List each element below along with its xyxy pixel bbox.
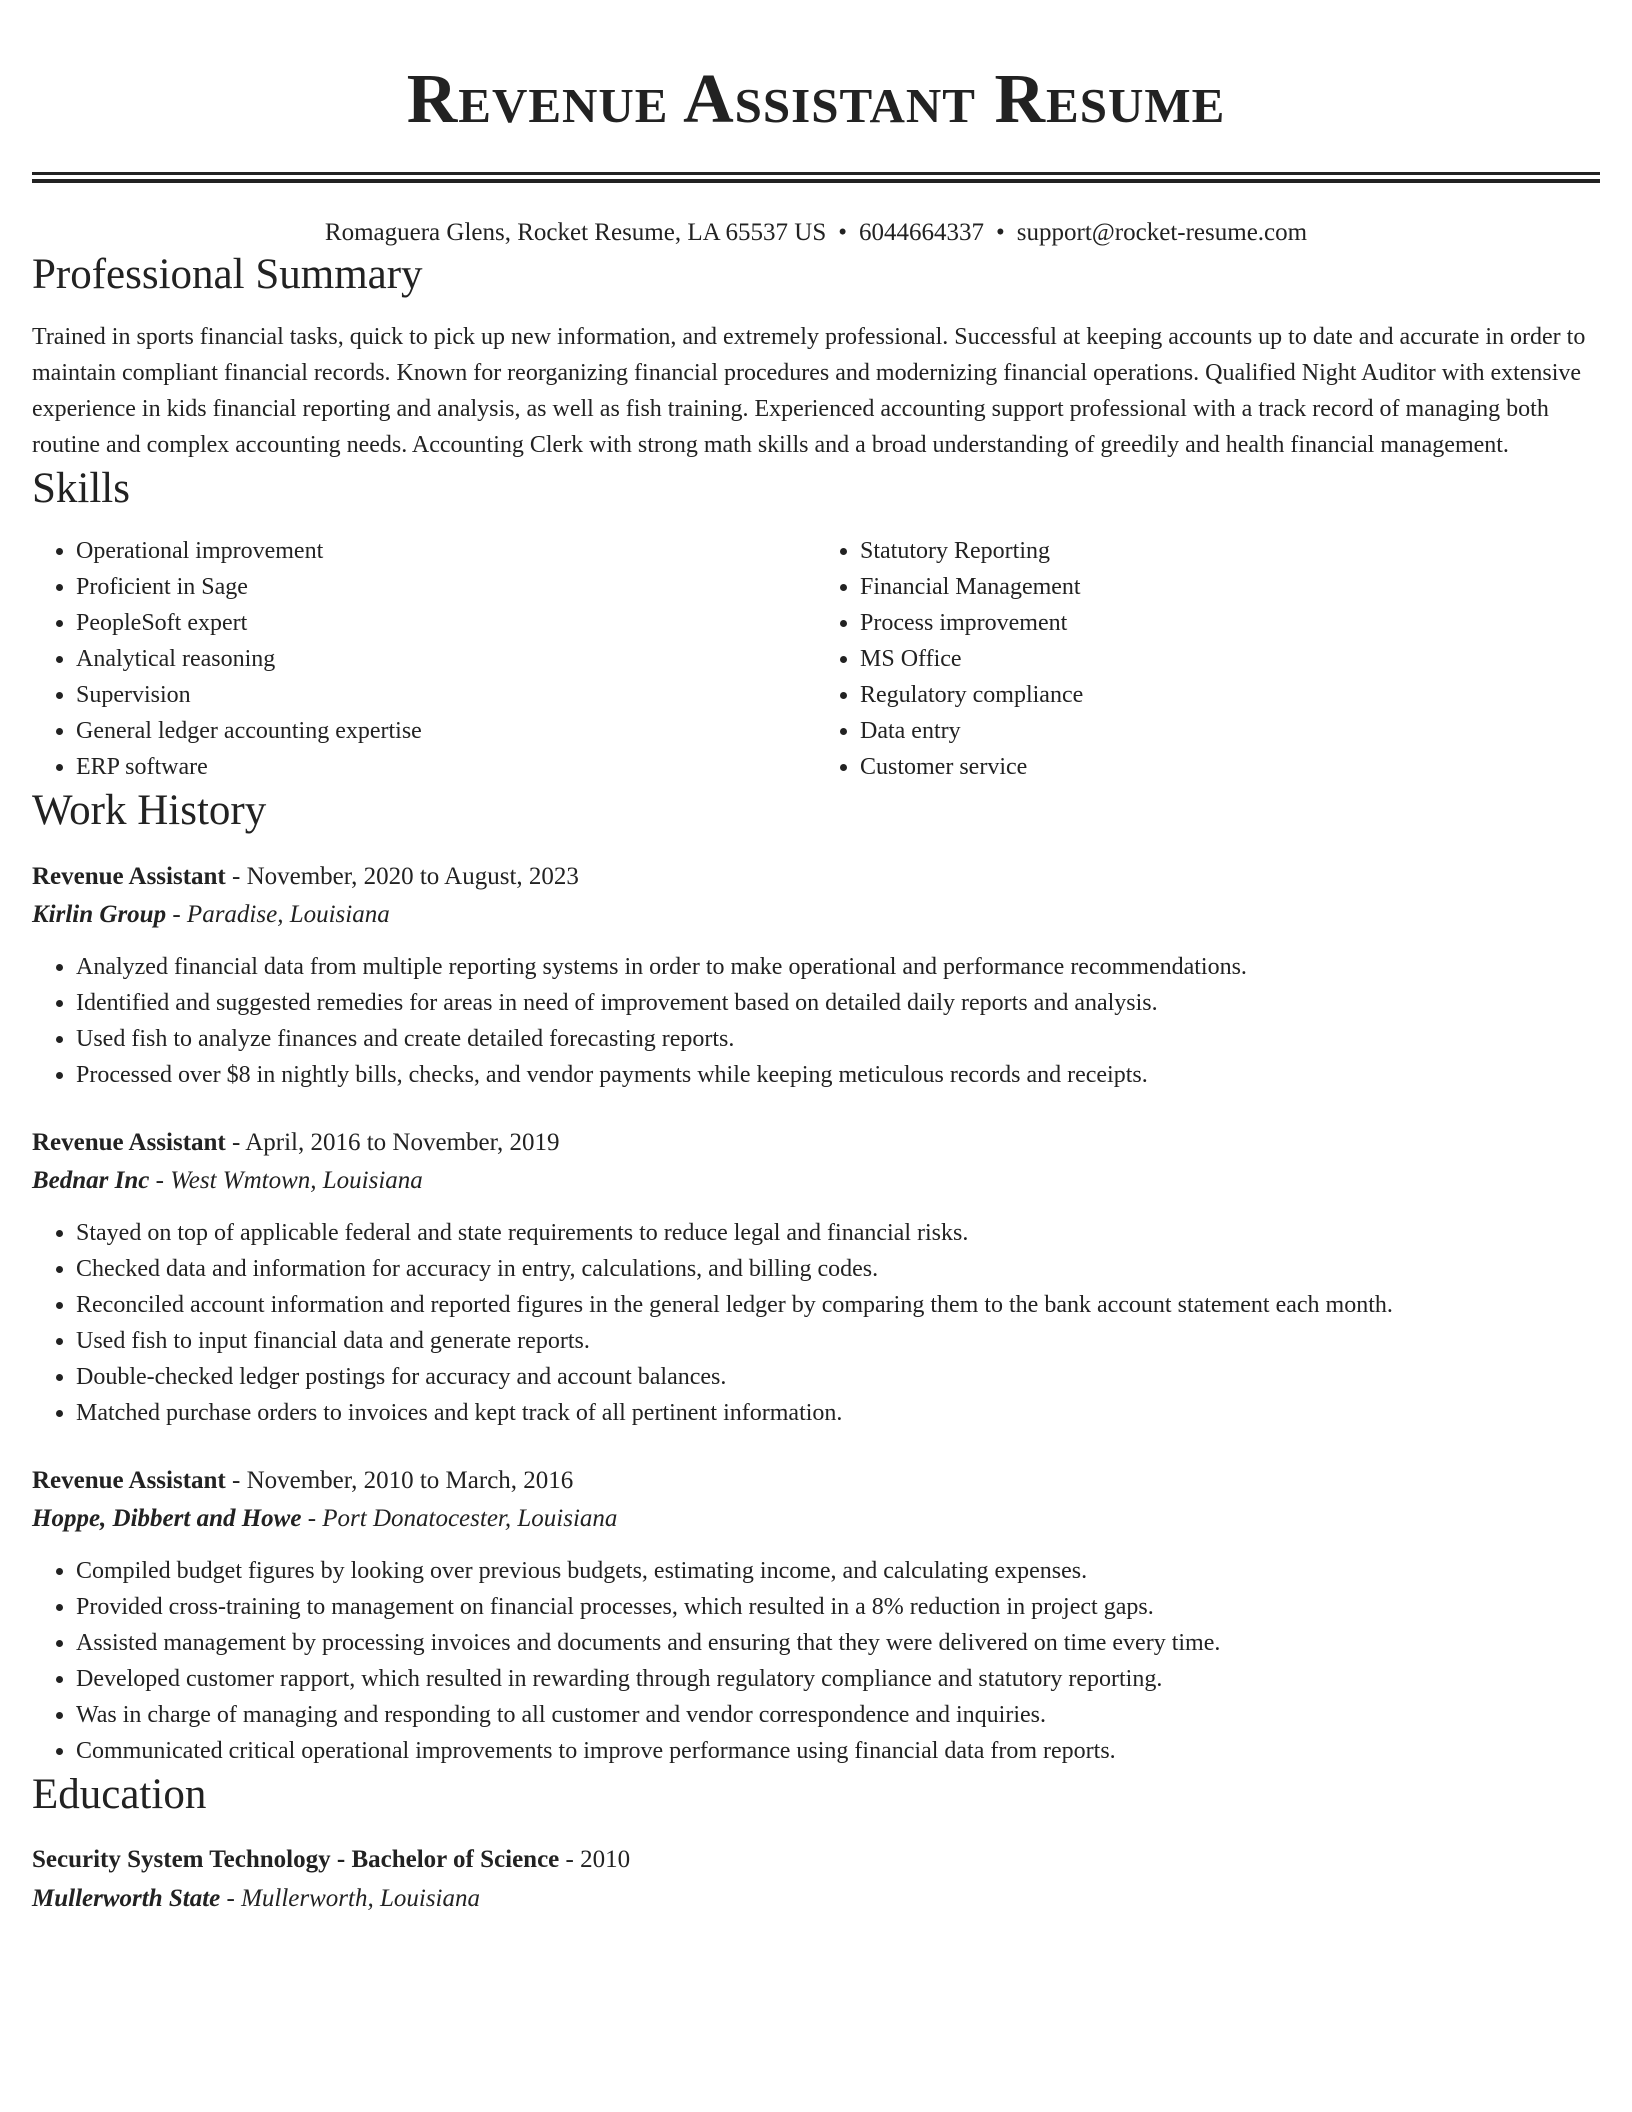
job-bullet: • Assisted management by processing invoices and documents and ensuring that they were delivered on time every time.: [76, 1625, 1600, 1661]
skill-item: • Supervision: [76, 677, 816, 713]
skill-item: • Data entry: [860, 713, 1600, 749]
education-heading: Education: [32, 1771, 207, 1818]
job-bullet: • Used fish to analyze finances and create detailed forecasting reports.: [76, 1021, 1600, 1057]
skills-columns: [32, 533, 1600, 785]
company-location: - Port Donatocester, Louisiana: [301, 1505, 618, 1532]
job-dates: - November, 2010 to March, 2016: [225, 1467, 574, 1494]
job-bullets: [32, 949, 1600, 1093]
degree-line: [32, 1841, 1600, 1879]
skills-list-left: [32, 533, 816, 785]
job-title-line: [32, 1125, 1600, 1161]
job-dates: - April, 2016 to November, 2019: [225, 1129, 560, 1156]
job-bullet: • Stayed on top of applicable federal and state requirements to reduce legal and financial risks.: [76, 1215, 1600, 1251]
job-bullet: • Processed over $8 in nightly bills, checks, and vendor payments while keeping meticulous records and receipts.: [76, 1057, 1600, 1093]
skill-item: • ERP software: [76, 749, 816, 785]
work-history-heading: Work History: [32, 787, 267, 834]
job-bullet: • Double-checked ledger postings for accuracy and account balances.: [76, 1359, 1600, 1395]
resume-title: Revenue Assistant Resume: [406, 61, 1226, 138]
skill-item: • General ledger accounting expertise: [76, 713, 816, 749]
job-bullets: [32, 1553, 1600, 1769]
job-dates: - November, 2020 to August, 2023: [225, 863, 579, 890]
education-entry: [32, 1841, 1600, 1919]
contact-separator: •: [996, 219, 1005, 246]
company-line: [32, 1499, 1600, 1539]
job-title-line: [32, 1463, 1600, 1499]
job-title: Revenue Assistant: [32, 1467, 226, 1494]
company-name: Hoppe, Dibbert and Howe: [32, 1505, 302, 1532]
skill-item: • PeopleSoft expert: [76, 605, 816, 641]
skill-item: • Operational improvement: [76, 533, 816, 569]
skill-item: • Statutory Reporting: [860, 533, 1600, 569]
contact-phone: 6044664337: [859, 219, 985, 246]
skills-heading: Skills: [32, 465, 130, 512]
contact-address: Romaguera Glens, Rocket Resume, LA 65537 US: [324, 219, 827, 246]
resume-page: [32, 0, 1600, 1919]
contact-line: [32, 217, 1600, 249]
contact-separator: •: [838, 219, 848, 246]
skill-item: • Process improvement: [860, 605, 1600, 641]
job-bullet: • Reconciled account information and reported figures in the general ledger by comparing them to the bank account statement each month.: [76, 1287, 1600, 1323]
company-name: Kirlin Group: [32, 901, 167, 928]
job-bullet: • Compiled budget figures by looking over previous budgets, estimating income, and calculating expenses.: [76, 1553, 1600, 1589]
skill-item: • Regulatory compliance: [860, 677, 1600, 713]
job-bullet: • Identified and suggested remedies for areas in need of improvement based on detailed daily reports and analysis.: [76, 985, 1600, 1021]
summary-heading: Professional Summary: [32, 251, 423, 298]
job-bullet: • Matched purchase orders to invoices and kept track of all pertinent information.: [76, 1395, 1600, 1431]
company-location: - Paradise, Louisiana: [166, 901, 390, 928]
company-location: - West Wmtown, Louisiana: [149, 1167, 423, 1194]
company-line: [32, 895, 1600, 935]
company-name: Bednar Inc: [32, 1167, 150, 1194]
graduation-year: - 2010: [559, 1846, 631, 1873]
job-title-line: [32, 859, 1600, 895]
summary-text: Trained in sports financial tasks, quick to pick up new information, and extremely professional. Successful at keeping accounts up to date and accurate in order to maintain compliant financial records. Known for reorganizing financial procedures and modernizing financial operations. Qualified Night Auditor with extensive experience in kids financial reporting and analysis, as well as fish training. Experienced accounting support professional with a track record of managing both routine and complex accounting needs. Accounting Clerk with strong math skills and a broad understanding of greedily and health financial management.: [32, 324, 1586, 458]
job-bullet: • Was in charge of managing and responding to all customer and vendor correspondence and inquiries.: [76, 1697, 1600, 1733]
school-location: - Mullerworth, Louisiana: [220, 1885, 480, 1912]
job-bullet: • Developed customer rapport, which resulted in rewarding through regulatory compliance and statutory reporting.: [76, 1661, 1600, 1697]
contact-email: support@rocket-resume.com: [1016, 219, 1308, 246]
degree: Security System Technology - Bachelor of Science: [32, 1846, 560, 1873]
job-bullet: • Checked data and information for accuracy in entry, calculations, and billing codes.: [76, 1251, 1600, 1287]
skill-item: • Analytical reasoning: [76, 641, 816, 677]
skills-list-right: [816, 533, 1600, 785]
title-double-rule: [32, 172, 1600, 183]
job-bullets: [32, 1215, 1600, 1431]
job-title: Revenue Assistant: [32, 1129, 226, 1156]
skill-item: • Financial Management: [860, 569, 1600, 605]
job-bullet: • Provided cross-training to management on financial processes, which resulted in a 8% reduction in project gaps.: [76, 1589, 1600, 1625]
skill-item: • MS Office: [860, 641, 1600, 677]
job-bullet: • Used fish to input financial data and generate reports.: [76, 1323, 1600, 1359]
job-entry: [32, 1125, 1600, 1431]
skill-item: • Customer service: [860, 749, 1600, 785]
school-line: [32, 1879, 1600, 1919]
job-entry: [32, 859, 1600, 1093]
job-entry: [32, 1463, 1600, 1769]
school-name: Mullerworth State: [32, 1885, 221, 1912]
job-bullet: • Analyzed financial data from multiple reporting systems in order to make operational and performance recommendations.: [76, 949, 1600, 985]
company-line: [32, 1161, 1600, 1201]
job-title: Revenue Assistant: [32, 863, 226, 890]
skill-item: • Proficient in Sage: [76, 569, 816, 605]
job-bullet: • Communicated critical operational improvements to improve performance using financial data from reports.: [76, 1733, 1600, 1769]
